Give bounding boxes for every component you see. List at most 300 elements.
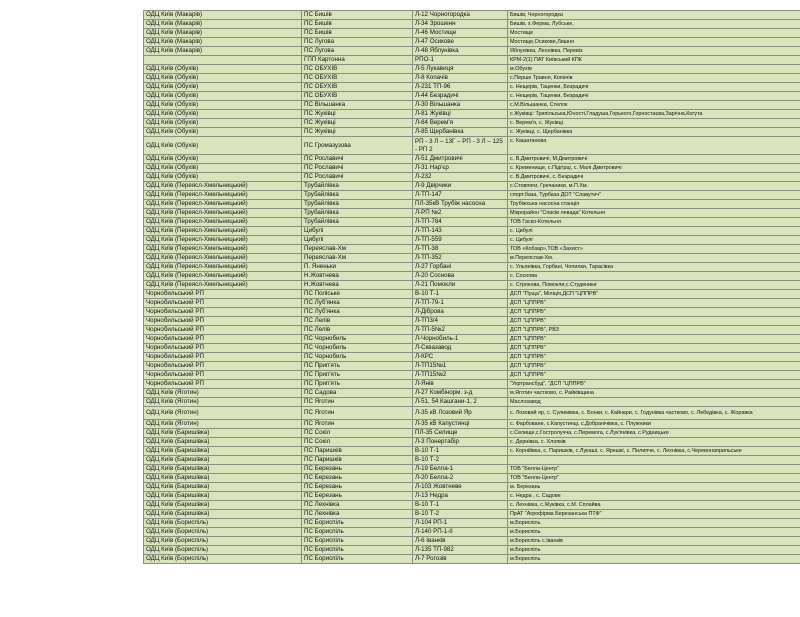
table-row <box>144 272 800 281</box>
settlements-cell[interactable]: м.Обухів <box>508 65 800 74</box>
dispatch-center-cell[interactable]: ОДЦ Київ (Переясл-Хмельницький) <box>144 245 302 254</box>
line-cell[interactable]: Л-51 Дмитровичі <box>413 155 508 164</box>
table-row <box>144 11 800 20</box>
table-row <box>144 380 800 389</box>
settlements-cell[interactable]: с.Стовпяги, Гречаники, м.П.Хм. <box>508 182 800 191</box>
table-row <box>144 290 800 299</box>
table-row <box>144 389 800 398</box>
line-cell[interactable]: Л-20 Белла-2 <box>413 474 508 483</box>
settlements-cell[interactable]: ДСП "ЦППРВ" <box>508 371 800 380</box>
substation-cell[interactable]: ПС Лелів <box>302 326 413 335</box>
dispatch-center-cell[interactable]: ОДЦ Київ (Бориспіль) <box>144 555 302 564</box>
substation-cell[interactable]: ПС Лехнівка <box>302 501 413 510</box>
substation-cell[interactable]: ПС Бориспіль <box>302 555 413 564</box>
substation-cell[interactable]: ПС Березань <box>302 474 413 483</box>
dispatch-center-cell[interactable]: ОДЦ Київ (Яготин) <box>144 420 302 429</box>
line-cell[interactable]: Л-35 кВ Лозовий Яр <box>413 407 508 420</box>
table-row <box>144 299 800 308</box>
line-cell[interactable]: Л-51, 54 Кашгани-1, 2 <box>413 398 508 407</box>
table-row <box>144 227 800 236</box>
dispatch-center-cell[interactable]: ОДЦ Київ (Переясл-Хмельницький) <box>144 236 302 245</box>
table-row <box>144 263 800 272</box>
substation-cell[interactable]: ПС Садова <box>302 389 413 398</box>
settlements-cell[interactable]: Мостище,Осикове,Лишня <box>508 38 800 47</box>
line-cell[interactable]: РП - 3 Л – 13Г – РП - 3 Л – 125 - РП 2 <box>413 137 508 155</box>
substation-cell[interactable]: Трубайлівка <box>302 182 413 191</box>
substation-cell[interactable]: Переяслав-Хм <box>302 254 413 263</box>
settlements-cell[interactable]: ТОВ "Белла-Центр" <box>508 474 800 483</box>
substation-cell[interactable]: ПС ОБУХІВ <box>302 83 413 92</box>
dispatch-center-cell[interactable]: ОДЦ Київ (Баришівка) <box>144 492 302 501</box>
dispatch-center-cell[interactable]: ОДЦ Київ (Баришівка) <box>144 429 302 438</box>
table-row <box>144 344 800 353</box>
line-cell[interactable]: Л-104 РП-1 <box>413 519 508 528</box>
settlements-cell[interactable]: ДСП "ЦППРВ" <box>508 317 800 326</box>
substation-cell[interactable]: ПС Сокіл <box>302 438 413 447</box>
line-cell[interactable]: Л-ТП-352 <box>413 254 508 263</box>
line-cell[interactable]: Л-Чорнобиль-1 <box>413 335 508 344</box>
table-row <box>144 326 800 335</box>
line-cell[interactable]: Л-48 Яблунівка <box>413 47 508 56</box>
substation-cell[interactable]: ПС Громазузова <box>302 137 413 155</box>
line-cell[interactable]: Л-КРС <box>413 353 508 362</box>
settlements-cell[interactable]: ДСП "ЦППРВ" <box>508 353 800 362</box>
dispatch-center-cell[interactable]: ОДЦ Київ (Обухів) <box>144 74 302 83</box>
table-row <box>144 137 800 155</box>
substation-cell[interactable]: ПС Луб'янка <box>302 308 413 317</box>
outage-table <box>143 10 800 564</box>
substation-cell[interactable]: ПС Бишів <box>302 29 413 38</box>
table-row <box>144 438 800 447</box>
dispatch-center-cell[interactable]: Чорнобильський РП <box>144 290 302 299</box>
settlements-cell[interactable]: Маслозавод <box>508 398 800 407</box>
table-row <box>144 465 800 474</box>
dispatch-center-cell[interactable]: ОДЦ Київ (Обухів) <box>144 173 302 182</box>
table-row <box>144 407 800 420</box>
table-row <box>144 555 800 564</box>
dispatch-center-cell[interactable]: ОДЦ Київ (Обухів) <box>144 101 302 110</box>
table-row <box>144 65 800 74</box>
table-row <box>144 281 800 290</box>
table-row <box>144 420 800 429</box>
dispatch-center-cell[interactable]: ОДЦ Київ (Переясл-Хмельницький) <box>144 200 302 209</box>
settlements-cell[interactable]: Бишів, Чорногородка <box>508 11 800 20</box>
substation-cell[interactable]: ПС Чорнобиль <box>302 353 413 362</box>
dispatch-center-cell[interactable]: ОДЦ Київ (Обухів) <box>144 92 302 101</box>
table-row <box>144 38 800 47</box>
dispatch-center-cell[interactable]: Чорнобильський РП <box>144 299 302 308</box>
dispatch-center-cell[interactable]: Чорнобильський РП <box>144 317 302 326</box>
line-cell[interactable]: Л-ТП-143 <box>413 227 508 236</box>
substation-cell[interactable]: ПС Бишів <box>302 11 413 20</box>
substation-cell[interactable]: ПС Бориспіль <box>302 546 413 555</box>
dispatch-center-cell[interactable]: ОДЦ Київ (Макарів) <box>144 38 302 47</box>
settlements-cell[interactable]: м.Бориспіль <box>508 519 800 528</box>
line-cell[interactable]: В-10 Т-2 <box>413 456 508 465</box>
settlements-cell[interactable] <box>508 456 800 465</box>
dispatch-center-cell[interactable]: ОДЦ Київ (Переясл-Хмельницький) <box>144 272 302 281</box>
table-row <box>144 155 800 164</box>
settlements-cell[interactable]: с. Соснова <box>508 272 800 281</box>
substation-cell[interactable]: ПС ОБУХІВ <box>302 92 413 101</box>
line-cell[interactable]: В-10 Т-2 <box>413 510 508 519</box>
substation-cell[interactable]: Цибулі <box>302 227 413 236</box>
substation-cell[interactable]: ГПП Картонна <box>302 56 413 65</box>
line-cell[interactable]: Л-ТП-38 <box>413 245 508 254</box>
substation-cell[interactable]: Переяслав-Хм <box>302 245 413 254</box>
settlements-cell[interactable]: ТОВ Гаско-Котельня <box>508 218 800 227</box>
line-cell[interactable]: Л-3 Понертабір <box>413 438 508 447</box>
substation-cell[interactable]: ПС Бориспіль <box>302 528 413 537</box>
table-row <box>144 218 800 227</box>
spreadsheet <box>143 10 800 564</box>
dispatch-center-cell[interactable]: ОДЦ Київ (Переясл-Хмельницький) <box>144 209 302 218</box>
table-row <box>144 101 800 110</box>
dispatch-center-cell[interactable]: ОДЦ Київ (Переясл-Хмельницький) <box>144 263 302 272</box>
settlements-cell[interactable]: с. В.Дмитровичі, с. Безрадичі <box>508 173 800 182</box>
dispatch-center-cell[interactable]: ОДЦ Київ (Переясл-Хмельницький) <box>144 254 302 263</box>
table-row <box>144 209 800 218</box>
settlements-cell[interactable]: ТОВ «Кобзар»,ТОВ «Захист» <box>508 245 800 254</box>
settlements-cell[interactable]: "Укртрансбуд", "ДСП "ЦППРВ" <box>508 380 800 389</box>
substation-cell[interactable]: Цибулі <box>302 236 413 245</box>
dispatch-center-cell[interactable]: ОДЦ Київ (Обухів) <box>144 65 302 74</box>
settlements-cell[interactable]: Бишів, х.Ферма, Лубське, <box>508 20 800 29</box>
settlements-cell[interactable]: с.Жуківці: Трипільська,Юності,Гладуша,Горького,Горностаєва,Зарічна,Когута <box>508 110 800 119</box>
substation-cell[interactable]: ПС Прип'ять <box>302 371 413 380</box>
substation-cell[interactable]: Н.Жовтнева <box>302 281 413 290</box>
line-cell[interactable]: Л-232 <box>413 173 508 182</box>
line-cell[interactable]: Л-135 ТП-982 <box>413 546 508 555</box>
table-row <box>144 254 800 263</box>
table-row <box>144 501 800 510</box>
dispatch-center-cell[interactable]: Чорнобильський РП <box>144 326 302 335</box>
substation-cell[interactable]: ПС Паришків <box>302 447 413 456</box>
line-cell[interactable]: Л-12 Чорногородка <box>413 11 508 20</box>
line-cell[interactable]: Л-47 Осикове <box>413 38 508 47</box>
table-row <box>144 29 800 38</box>
substation-cell[interactable]: ПС Чорнобиль <box>302 344 413 353</box>
line-cell[interactable]: ПЛ-35 Селище <box>413 429 508 438</box>
table-row <box>144 447 800 456</box>
table-row <box>144 191 800 200</box>
table-row <box>144 47 800 56</box>
substation-cell[interactable]: ПС Яготин <box>302 407 413 420</box>
dispatch-center-cell[interactable]: Чорнобильський РП <box>144 380 302 389</box>
dispatch-center-cell[interactable]: ОДЦ Київ (Бориспіль) <box>144 519 302 528</box>
table-row <box>144 200 800 209</box>
dispatch-center-cell[interactable]: ОДЦ Київ (Баришівка) <box>144 501 302 510</box>
settlements-cell[interactable]: м. Березань <box>508 483 800 492</box>
substation-cell[interactable]: ПС Бориспіль <box>302 537 413 546</box>
substation-cell[interactable]: ПС Яготин <box>302 398 413 407</box>
substation-cell[interactable]: П. Яненьки <box>302 263 413 272</box>
dispatch-center-cell[interactable]: ОДЦ Київ (Бориспіль) <box>144 546 302 555</box>
settlements-cell[interactable]: с. В.Дмитровичі, М.Дмитровичі <box>508 155 800 164</box>
table-row <box>144 236 800 245</box>
settlements-cell[interactable]: Яблунівка, Леонівка, Перевіз <box>508 47 800 56</box>
dispatch-center-cell[interactable]: ОДЦ Київ (Яготин) <box>144 407 302 420</box>
table-row <box>144 371 800 380</box>
substation-cell[interactable]: ПС Березань <box>302 483 413 492</box>
substation-cell[interactable]: Трубайлівка <box>302 200 413 209</box>
settlements-cell[interactable]: с. Нещерів, Таценки, Безрадичі <box>508 92 800 101</box>
dispatch-center-cell[interactable]: ОДЦ Київ (Баришівка) <box>144 474 302 483</box>
settlements-cell[interactable]: ДСП "ЦППРВ" <box>508 362 800 371</box>
settlements-cell[interactable]: ТОВ "Белла-Центр" <box>508 465 800 474</box>
dispatch-center-cell[interactable]: ОДЦ Київ (Обухів) <box>144 155 302 164</box>
table-row <box>144 528 800 537</box>
table-row <box>144 353 800 362</box>
dispatch-center-cell[interactable]: Чорнобильський РП <box>144 335 302 344</box>
dispatch-center-cell[interactable]: ОДЦ Київ (Баришівка) <box>144 465 302 474</box>
settlements-cell[interactable]: с. Кременище, с.Підгірці, с. Малі Дмитровичі <box>508 164 800 173</box>
line-cell[interactable]: Л-85 Щербанівка <box>413 128 508 137</box>
line-cell[interactable]: ПЛ-35кВ Трубіж насосна <box>413 200 508 209</box>
table-row <box>144 164 800 173</box>
line-cell[interactable]: В-10 Т-1 <box>413 447 508 456</box>
dispatch-center-cell[interactable]: ОДЦ Київ (Переясл-Хмельницький) <box>144 218 302 227</box>
line-cell[interactable]: Л-ТП-559 <box>413 236 508 245</box>
dispatch-center-cell[interactable]: ОДЦ Київ (Макарів) <box>144 20 302 29</box>
settlements-cell[interactable]: м.Бориспіль <box>508 555 800 564</box>
line-cell[interactable]: Л-ТП3/4 <box>413 317 508 326</box>
dispatch-center-cell[interactable]: Чорнобильський РП <box>144 371 302 380</box>
settlements-cell[interactable]: с. Верем'я, с. Жуківці <box>508 119 800 128</box>
settlements-cell[interactable]: ДСП "ЦППРВ" <box>508 299 800 308</box>
settlements-cell[interactable]: Мостище <box>508 29 800 38</box>
dispatch-center-cell[interactable]: ОДЦ Київ (Обухів) <box>144 83 302 92</box>
settlements-cell[interactable]: ДСП "ЦППРВ" <box>508 344 800 353</box>
table-row <box>144 317 800 326</box>
line-cell[interactable]: Л-27 Горбані <box>413 263 508 272</box>
settlements-cell[interactable]: спорт.база, Турбаза ДОТ "Славутич" <box>508 191 800 200</box>
settlements-cell[interactable]: с. Строкова, Помокли,с.Студеники <box>508 281 800 290</box>
dispatch-center-cell[interactable]: ОДЦ Київ (Переясл-Хмельницький) <box>144 227 302 236</box>
table-row <box>144 173 800 182</box>
substation-cell[interactable]: ПС Жуківці <box>302 110 413 119</box>
dispatch-center-cell[interactable]: ОДЦ Київ (Баришівка) <box>144 510 302 519</box>
settlements-cell[interactable]: м.Яготин частково, с. Райківщина <box>508 389 800 398</box>
line-cell[interactable]: Л-Діброва <box>413 308 508 317</box>
table-row <box>144 119 800 128</box>
line-cell[interactable]: Л-ТП-784 <box>413 218 508 227</box>
substation-cell[interactable]: ПС Лелів <box>302 317 413 326</box>
line-cell[interactable]: Л-27 Комбінорм. з-д <box>413 389 508 398</box>
settlements-cell[interactable]: с. Нещерів, Таценки, Безрадичі <box>508 83 800 92</box>
dispatch-center-cell[interactable]: ОДЦ Київ (Переясл-Хмельницький) <box>144 281 302 290</box>
dispatch-center-cell[interactable]: Чорнобильський РП <box>144 353 302 362</box>
dispatch-center-cell[interactable]: Чорнобильський РП <box>144 344 302 353</box>
settlements-cell[interactable]: с. Ульянівка, Горбані, Чопилки, Тарасівка <box>508 263 800 272</box>
line-cell[interactable]: Л-46 Мостище <box>413 29 508 38</box>
dispatch-center-cell[interactable]: ОДЦ Київ (Яготин) <box>144 389 302 398</box>
substation-cell[interactable]: ПС Березань <box>302 492 413 501</box>
table-row <box>144 510 800 519</box>
table-row <box>144 74 800 83</box>
settlements-cell[interactable]: с. Дернівка, с. Хлопків <box>508 438 800 447</box>
substation-cell[interactable]: ПС Рославичі <box>302 164 413 173</box>
line-cell[interactable]: Л-8 Копачів <box>413 74 508 83</box>
substation-cell[interactable]: ПС Прип'ять <box>302 362 413 371</box>
substation-cell[interactable]: ПС Чорнобиль <box>302 335 413 344</box>
substation-cell[interactable]: Трубайлівка <box>302 218 413 227</box>
dispatch-center-cell[interactable]: ОДЦ Київ (Яготин) <box>144 398 302 407</box>
line-cell[interactable]: Л-5 Лукавиця <box>413 65 508 74</box>
dispatch-center-cell[interactable]: ОДЦ Київ (Обухів) <box>144 164 302 173</box>
dispatch-center-cell[interactable] <box>144 56 302 65</box>
line-cell[interactable]: Л-ТП-147 <box>413 191 508 200</box>
settlements-cell[interactable]: ДСП "Пуща", Міліція,ДСП "ЦППРВ" <box>508 290 800 299</box>
table-row <box>144 537 800 546</box>
settlements-cell[interactable]: с.Селище,с.Гостролучча, с.Перемога, с.Лук'янівка, с.Рудницьке <box>508 429 800 438</box>
settlements-cell[interactable]: с. Фарбоване, с.Капустинці, с.Добранічівка, с. Плужники <box>508 420 800 429</box>
line-cell[interactable]: Л-84 Верем'я <box>413 119 508 128</box>
substation-cell[interactable]: ПС Луб'янка <box>302 299 413 308</box>
table-row <box>144 483 800 492</box>
line-cell[interactable]: Л-Янів <box>413 380 508 389</box>
substation-cell[interactable]: ПС Яготин <box>302 420 413 429</box>
line-cell[interactable]: Л-140 РП-1-ІІ <box>413 528 508 537</box>
settlements-cell[interactable]: м.Переяслав-Хм. <box>508 254 800 263</box>
line-cell[interactable]: Л-Сквазавод <box>413 344 508 353</box>
line-cell[interactable]: Л-34 Зрошенн <box>413 20 508 29</box>
settlements-cell[interactable]: с. Корнійвка, с. Паришків, с.Лукаші, с. Ярешкі, с. Пилипче, с. Лехнівка, с.Черевонаприльське <box>508 447 800 456</box>
settlements-cell[interactable]: ДСП "ЦППРВ", РВЗ <box>508 326 800 335</box>
substation-cell[interactable]: ПС Сокіл <box>302 429 413 438</box>
line-cell[interactable]: Л-13 Недра <box>413 492 508 501</box>
line-cell[interactable]: Л-20 Соснова <box>413 272 508 281</box>
settlements-cell[interactable]: м.Бориспіль <box>508 546 800 555</box>
substation-cell[interactable]: Трубайлівка <box>302 191 413 200</box>
line-cell[interactable]: Л-30 Вільшанка <box>413 101 508 110</box>
line-cell[interactable]: Л-231 ТП-96 <box>413 83 508 92</box>
dispatch-center-cell[interactable]: ОДЦ Київ (Бориспіль) <box>144 537 302 546</box>
dispatch-center-cell[interactable]: ОДЦ Київ (Переясл-Хмельницький) <box>144 182 302 191</box>
settlements-cell[interactable]: Трубіжська насосна станція <box>508 200 800 209</box>
table-row <box>144 398 800 407</box>
line-cell[interactable]: В-10 Т-1 <box>413 290 508 299</box>
line-cell[interactable]: РПО-1 <box>413 56 508 65</box>
dispatch-center-cell[interactable]: ОДЦ Київ (Обухів) <box>144 137 302 155</box>
settlements-cell[interactable]: с.Перше Травня, Копачів <box>508 74 800 83</box>
substation-cell[interactable]: ПС Жуківці <box>302 128 413 137</box>
line-cell[interactable]: Л-9 Двірчики <box>413 182 508 191</box>
substation-cell[interactable]: ПС ОБУХІВ <box>302 65 413 74</box>
substation-cell[interactable]: ПС Прип'ять <box>302 380 413 389</box>
line-cell[interactable]: Л-ТП-79-1 <box>413 299 508 308</box>
settlements-cell[interactable]: с. Цибулі <box>508 236 800 245</box>
substation-cell[interactable]: ПС ОБУХІВ <box>302 74 413 83</box>
line-cell[interactable]: Л-ТП-5№2 <box>413 326 508 335</box>
substation-cell[interactable]: ПС Поліське <box>302 290 413 299</box>
settlements-cell[interactable]: ДСП "ЦППРВ" <box>508 308 800 317</box>
substation-cell[interactable]: ПС Паришків <box>302 456 413 465</box>
line-cell[interactable]: Л-35 кВ Капустинці <box>413 420 508 429</box>
substation-cell[interactable]: ПС Жуківці <box>302 119 413 128</box>
dispatch-center-cell[interactable]: ОДЦ Київ (Бориспіль) <box>144 528 302 537</box>
table-row <box>144 429 800 438</box>
substation-cell[interactable]: ПС Березань <box>302 465 413 474</box>
settlements-cell[interactable]: Мікрорайон "Спасів левада" Котельня <box>508 209 800 218</box>
substation-cell[interactable]: ПС Рославичі <box>302 155 413 164</box>
table-row <box>144 128 800 137</box>
dispatch-center-cell[interactable]: ОДЦ Київ (Баришівка) <box>144 438 302 447</box>
dispatch-center-cell[interactable]: ОДЦ Київ (Баришівка) <box>144 456 302 465</box>
table-body <box>144 11 800 564</box>
substation-cell[interactable]: Н.Жовтнева <box>302 272 413 281</box>
line-cell[interactable]: Л-ТП15№1 <box>413 362 508 371</box>
line-cell[interactable]: Л-7 Рогозів <box>413 555 508 564</box>
table-row <box>144 492 800 501</box>
dispatch-center-cell[interactable]: ОДЦ Київ (Баришівка) <box>144 447 302 456</box>
line-cell[interactable]: Л-103 Жовтневе <box>413 483 508 492</box>
settlements-cell[interactable]: с.М.Вільшанка, Стелок <box>508 101 800 110</box>
dispatch-center-cell[interactable]: Чорнобильський РП <box>144 308 302 317</box>
substation-cell[interactable]: ПС Рославичі <box>302 173 413 182</box>
line-cell[interactable]: Л-21 Помокли <box>413 281 508 290</box>
settlements-cell[interactable]: с. Лехнівка, с.Жуківка, с.М. Сплайва <box>508 501 800 510</box>
substation-cell[interactable]: Трубайлівка <box>302 209 413 218</box>
line-cell[interactable]: Л-81 Жуківці <box>413 110 508 119</box>
substation-cell[interactable]: ПС Лугова <box>302 38 413 47</box>
table-row <box>144 182 800 191</box>
line-cell[interactable]: Л-РП №2 <box>413 209 508 218</box>
table-row <box>144 546 800 555</box>
table-row <box>144 83 800 92</box>
substation-cell[interactable]: ПС Лехнівка <box>302 510 413 519</box>
table-row <box>144 474 800 483</box>
dispatch-center-cell[interactable]: ОДЦ Київ (Макарів) <box>144 29 302 38</box>
substation-cell[interactable]: ПС Бишів <box>302 20 413 29</box>
line-cell[interactable]: Л-44 Безрадичі <box>413 92 508 101</box>
table-row <box>144 456 800 465</box>
line-cell[interactable]: Л-ТП15№2 <box>413 371 508 380</box>
settlements-cell[interactable]: м.Бориспіль с.Іванків <box>508 537 800 546</box>
table-row <box>144 335 800 344</box>
line-cell[interactable]: Л-6 Іванків <box>413 537 508 546</box>
table-row <box>144 362 800 371</box>
settlements-cell[interactable]: ПрАТ "Агрофірма Березанська ПТФ" <box>508 510 800 519</box>
line-cell[interactable]: В-10 Т-1 <box>413 501 508 510</box>
settlements-cell[interactable]: м.Бориспіль <box>508 528 800 537</box>
table-row <box>144 308 800 317</box>
dispatch-center-cell[interactable]: ОДЦ Київ (Макарів) <box>144 11 302 20</box>
substation-cell[interactable]: ПС Лугова <box>302 47 413 56</box>
settlements-cell[interactable]: КРМ-2(1) ПАТ Київський КПК <box>508 56 800 65</box>
settlements-cell[interactable]: с. Цибулі <box>508 227 800 236</box>
dispatch-center-cell[interactable]: ОДЦ Київ (Обухів) <box>144 110 302 119</box>
settlements-cell[interactable]: ДСП "ЦППРВ" <box>508 335 800 344</box>
dispatch-center-cell[interactable]: ОДЦ Київ (Переясл-Хмельницький) <box>144 191 302 200</box>
line-cell[interactable]: Л-31 Нар'єр <box>413 164 508 173</box>
dispatch-center-cell[interactable]: ОДЦ Київ (Обухів) <box>144 119 302 128</box>
line-cell[interactable]: Л-19 Белла-1 <box>413 465 508 474</box>
substation-cell[interactable]: ПС Вільшанка <box>302 101 413 110</box>
dispatch-center-cell[interactable]: ОДЦ Київ (Баришівка) <box>144 483 302 492</box>
table-row <box>144 110 800 119</box>
settlements-cell[interactable]: с. Кашатанова <box>508 137 800 155</box>
dispatch-center-cell[interactable]: Чорнобильський РП <box>144 362 302 371</box>
dispatch-center-cell[interactable]: ОДЦ Київ (Макарів) <box>144 47 302 56</box>
substation-cell[interactable]: ПС Бориспіль <box>302 519 413 528</box>
settlements-cell[interactable]: с. Жуківці, с. Щербанівка <box>508 128 800 137</box>
table-row <box>144 20 800 29</box>
dispatch-center-cell[interactable]: ОДЦ Київ (Обухів) <box>144 128 302 137</box>
settlements-cell[interactable]: с. Недра , с. Садове <box>508 492 800 501</box>
settlements-cell[interactable]: с. Лозовий яр, с. Сулимівка, с. Бонки, с. Кайнари, с. Годунівка частково, с. Лебедівка, с. Жоравка <box>508 407 800 420</box>
table-row <box>144 56 800 65</box>
